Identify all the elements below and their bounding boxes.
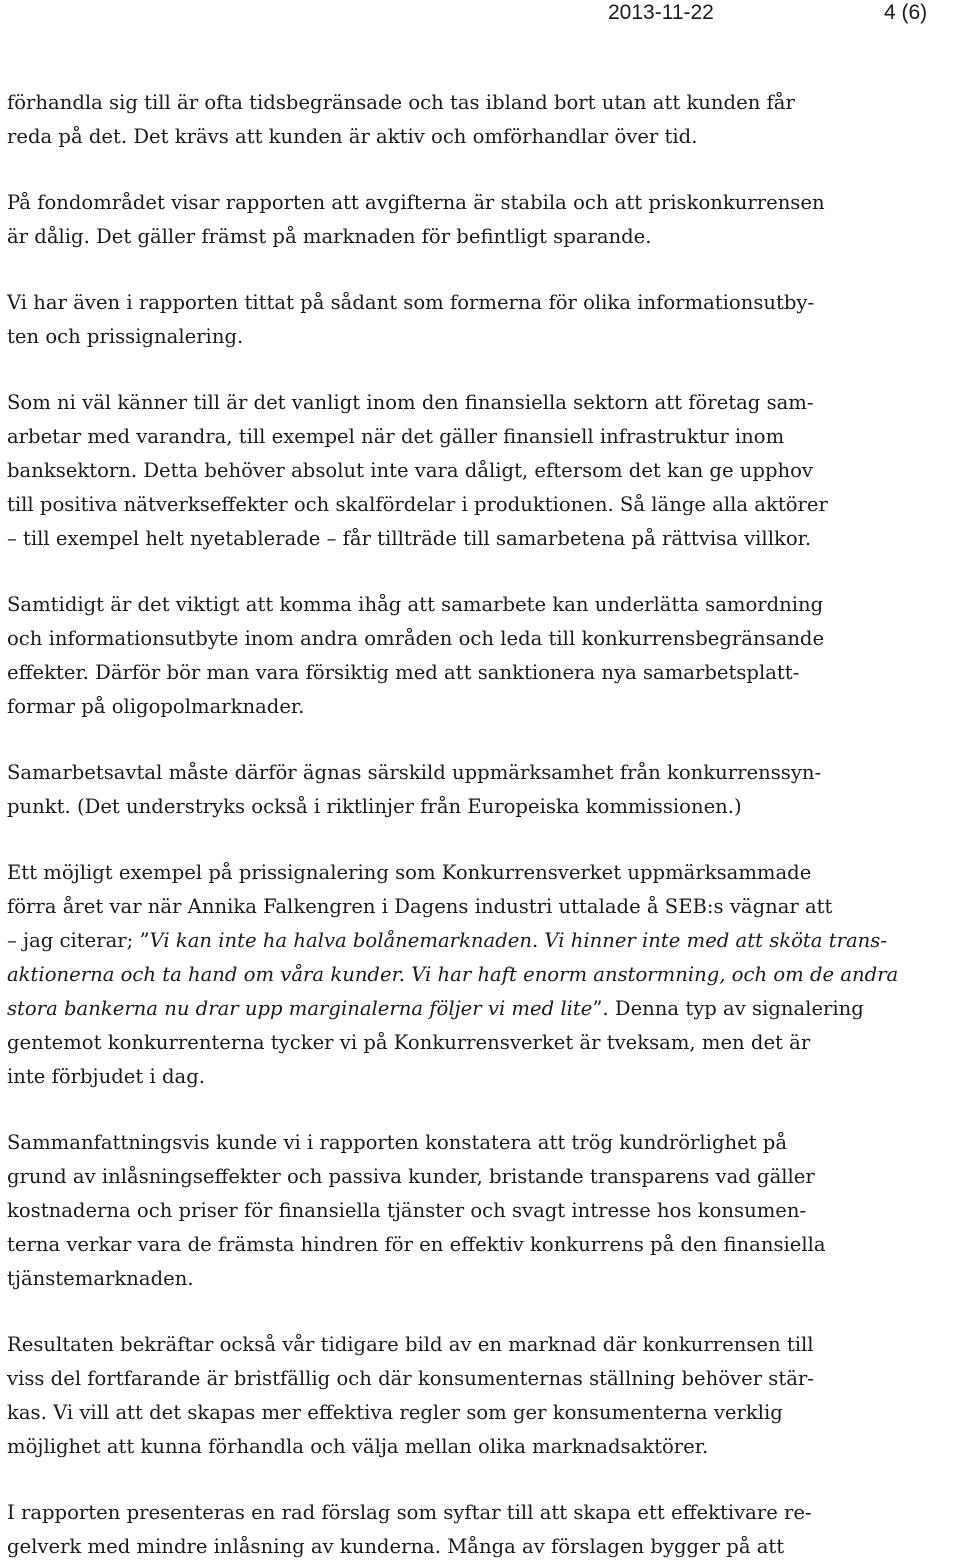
- quote-text: stora bankerna nu drar upp marginalerna följer vi med lite: [7, 997, 593, 1020]
- text-line: banksektorn. Detta behöver absolut inte vara dåligt, eftersom det kan ge upphov: [7, 459, 813, 482]
- paragraph-5: [7, 588, 955, 724]
- quote-text: Vi kan inte ha halva bolånemarknaden. Vi hinner inte med att sköta trans-: [149, 929, 887, 952]
- text-line: ten och prissignalering.: [7, 325, 244, 348]
- text-line: I rapporten presenteras en rad förslag som syftar till att skapa ett effektivare re-: [7, 1501, 812, 1524]
- text-line: Som ni väl känner till är det vanligt inom den finansiella sektorn att företag sam-: [7, 391, 814, 414]
- quote-intro: – jag citerar; ”: [7, 929, 150, 952]
- paragraph-3: [7, 286, 955, 354]
- text-line: reda på det. Det krävs att kunden är aktiv och omförhandlar över tid.: [7, 125, 698, 148]
- paragraph-7-quote: [7, 856, 955, 1094]
- text-line: Sammanfattningsvis kunde vi i rapporten konstatera att trög kundrörlighet på: [7, 1131, 788, 1154]
- header-page-number: 4 (6): [884, 1, 928, 24]
- paragraph-8: [7, 1126, 955, 1296]
- text-line: inte förbjudet i dag.: [7, 1065, 205, 1088]
- text-line: terna verkar vara de främsta hindren för en effektiv konkurrens på den finansiella: [7, 1233, 826, 1256]
- text-line: På fondområdet visar rapporten att avgifterna är stabila och att priskonkurrensen: [7, 191, 825, 214]
- text-line: tjänstemarknaden.: [7, 1267, 194, 1290]
- paragraph-2: [7, 186, 955, 254]
- text-line: Samarbetsavtal måste därför ägnas särskild uppmärksamhet från konkurrenssyn-: [7, 761, 822, 784]
- header-date: 2013-11-22: [608, 1, 714, 24]
- text-line: gelverk med mindre inlåsning av kunderna. Många av förslagen bygger på att: [7, 1535, 785, 1558]
- text-line: kas. Vi vill att det skapas mer effektiva regler som ger konsumenterna verklig: [7, 1401, 783, 1424]
- text-line: och informationsutbyte inom andra områden och leda till konkurrensbegränsande: [7, 627, 825, 650]
- text-line: förhandla sig till är ofta tidsbegränsade och tas ibland bort utan att kunden får: [7, 91, 795, 114]
- text-line: Vi har även i rapporten tittat på sådant som formerna för olika informationsutby-: [7, 291, 815, 314]
- text-line: arbetar med varandra, till exempel när det gäller finansiell infrastruktur inom: [7, 425, 785, 448]
- text-line: [7, 924, 955, 958]
- quote-text-line: aktionerna och ta hand om våra kunder. Vi har haft enorm anstormning, och om de andra: [7, 963, 899, 986]
- text-line: grund av inlåsningseffekter och passiva kunder, bristande transparens vad gäller: [7, 1165, 815, 1188]
- text-line: möjlighet att kunna förhandla och välja mellan olika marknadsaktörer.: [7, 1435, 709, 1458]
- text-line: Resultaten bekräftar också vår tidigare bild av en marknad där konkurrensen till: [7, 1333, 814, 1356]
- text-line: [7, 992, 955, 1026]
- text-line: effekter. Därför bör man vara försiktig med att sanktionera nya samarbetsplatt-: [7, 661, 800, 684]
- text-line: punkt. (Det understryks också i riktlinjer från Europeiska kommissionen.): [7, 795, 742, 818]
- text-line: – till exempel helt nyetablerade – får tillträde till samarbetena på rättvisa villkor.: [7, 527, 812, 550]
- paragraph-4: [7, 386, 955, 556]
- text-line: Ett möjligt exempel på prissignalering som Konkurrensverket uppmärksammade: [7, 861, 812, 884]
- paragraph-6: [7, 756, 955, 824]
- text-line: gentemot konkurrenterna tycker vi på Konkurrensverket är tveksam, men det är: [7, 1031, 811, 1054]
- text-line: Samtidigt är det viktigt att komma ihåg att samarbete kan underlätta samordning: [7, 593, 824, 616]
- text-line: till positiva nätverkseffekter och skalfördelar i produktionen. Så länge alla aktörer: [7, 493, 828, 516]
- text-line: förra året var när Annika Falkengren i Dagens industri uttalade å SEB:s vägnar att: [7, 895, 833, 918]
- paragraph-9: [7, 1328, 955, 1464]
- paragraph-1: [7, 86, 955, 154]
- document-body: [7, 86, 955, 1564]
- text-line: kostnaderna och priser för finansiella tjänster och svagt intresse hos konsumen-: [7, 1199, 807, 1222]
- paragraph-10: [7, 1496, 955, 1564]
- quote-outro: ”. Denna typ av signalering: [592, 997, 864, 1020]
- page-header: [0, 0, 960, 30]
- text-line: viss del fortfarande är bristfällig och där konsumenternas ställning behöver stär-: [7, 1367, 814, 1390]
- text-line: är dålig. Det gäller främst på marknaden för befintligt sparande.: [7, 225, 652, 248]
- text-line: formar på oligopolmarknader.: [7, 695, 305, 718]
